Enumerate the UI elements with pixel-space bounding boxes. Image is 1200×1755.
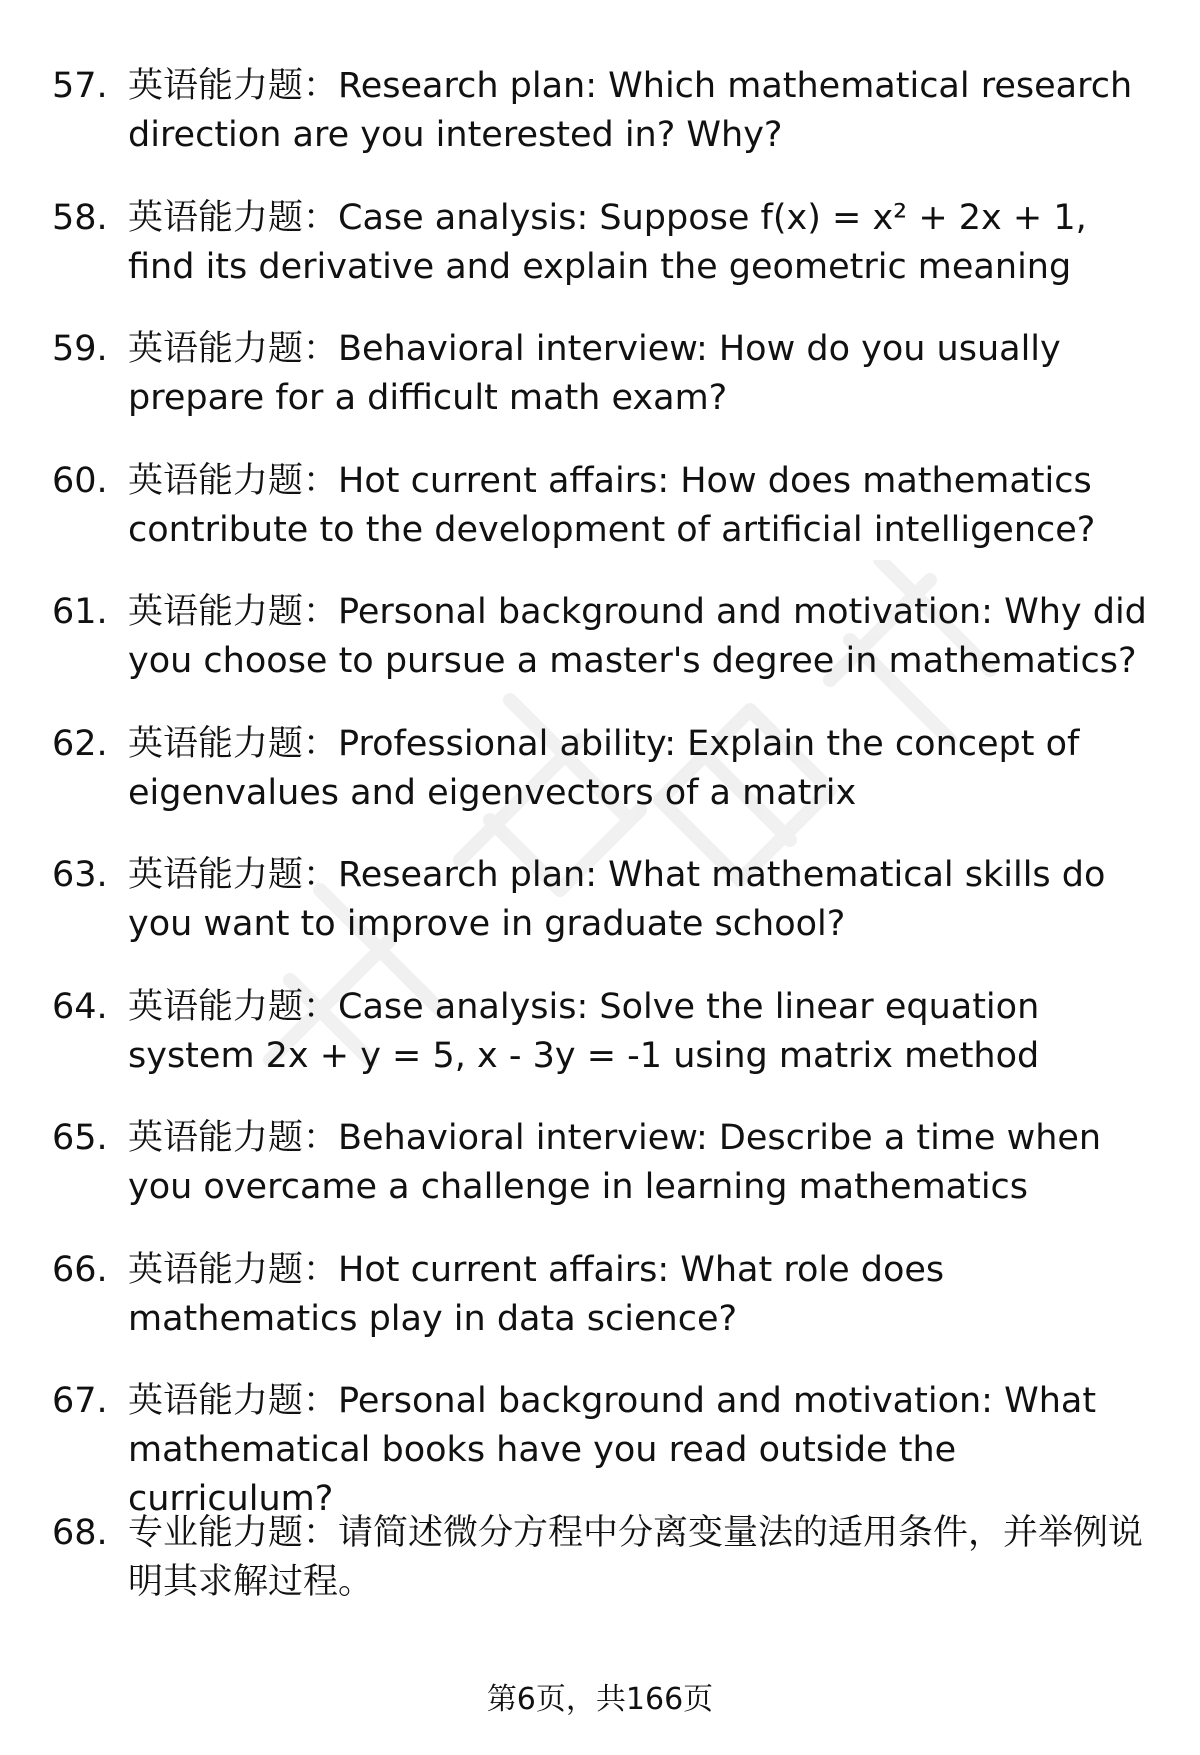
question-item <box>52 1377 1162 1519</box>
question-number: 63. <box>52 855 108 895</box>
question-number: 68. <box>52 1512 108 1553</box>
question-text: 英语能力题：Hot current affairs: How does mathematics contribute to the development of artificial intelligence? <box>128 460 1096 550</box>
question-number: 67. <box>52 1381 108 1421</box>
question-item <box>52 1114 1162 1246</box>
question-text: 英语能力题：Personal background and motivation: Why did you choose to pursue a master's degree in mathematics? <box>128 592 1147 681</box>
page-footer <box>0 1680 1200 1720</box>
question-item <box>52 194 1162 326</box>
question-number: 65. <box>52 1118 108 1158</box>
question-text: 英语能力题：Hot current affairs: What role does mathematics play in data science? <box>128 1249 945 1339</box>
question-item <box>52 1509 1162 1641</box>
question-number: 58. <box>52 197 108 238</box>
question-number: 57. <box>52 66 108 106</box>
question-item <box>52 851 1162 983</box>
question-text: 英语能力题：Case analysis: Solve the linear equation system 2x + y = 5, x - 3y = -1 using matrix method <box>128 986 1040 1076</box>
question-item <box>52 720 1162 852</box>
question-item <box>52 588 1162 720</box>
question-text: 专业能力题：请简述微分方程中分离变量法的适用条件，并举例说明其求解过程。 <box>128 1512 1144 1602</box>
question-text: 英语能力题：Behavioral interview: How do you usually prepare for a difficult math exam? <box>128 329 1061 418</box>
question-text: 英语能力题：Research plan: What mathematical skills do you want to improve in graduate school? <box>128 855 1106 944</box>
question-item <box>52 1246 1162 1378</box>
question-item <box>52 983 1162 1115</box>
page-indicator: 第6页，共166页 <box>486 1682 714 1717</box>
question-number: 61. <box>52 592 108 632</box>
question-list <box>52 62 1162 1640</box>
question-number: 59. <box>52 329 108 369</box>
question-text: 英语能力题：Professional ability: Explain the concept of eigenvalues and eigenvectors of a matrix <box>128 723 1080 813</box>
question-text: 英语能力题：Behavioral interview: Describe a time when you overcame a challenge in learning mathematics <box>128 1118 1102 1207</box>
question-item <box>52 457 1162 589</box>
question-number: 66. <box>52 1249 108 1290</box>
question-number: 62. <box>52 723 108 764</box>
question-item <box>52 62 1162 194</box>
question-number: 60. <box>52 460 108 501</box>
question-text: 英语能力题：Case analysis: Suppose f(x) = x² + 2x + 1, find its derivative and explain the geometric meaning <box>128 197 1087 287</box>
question-number: 64. <box>52 986 108 1027</box>
question-item <box>52 325 1162 457</box>
question-text: 英语能力题：Research plan: Which mathematical research direction are you interested in? Why? <box>128 66 1133 155</box>
question-text: 英语能力题：Personal background and motivation: What mathematical books have you read outside the curriculum? <box>128 1381 1097 1519</box>
